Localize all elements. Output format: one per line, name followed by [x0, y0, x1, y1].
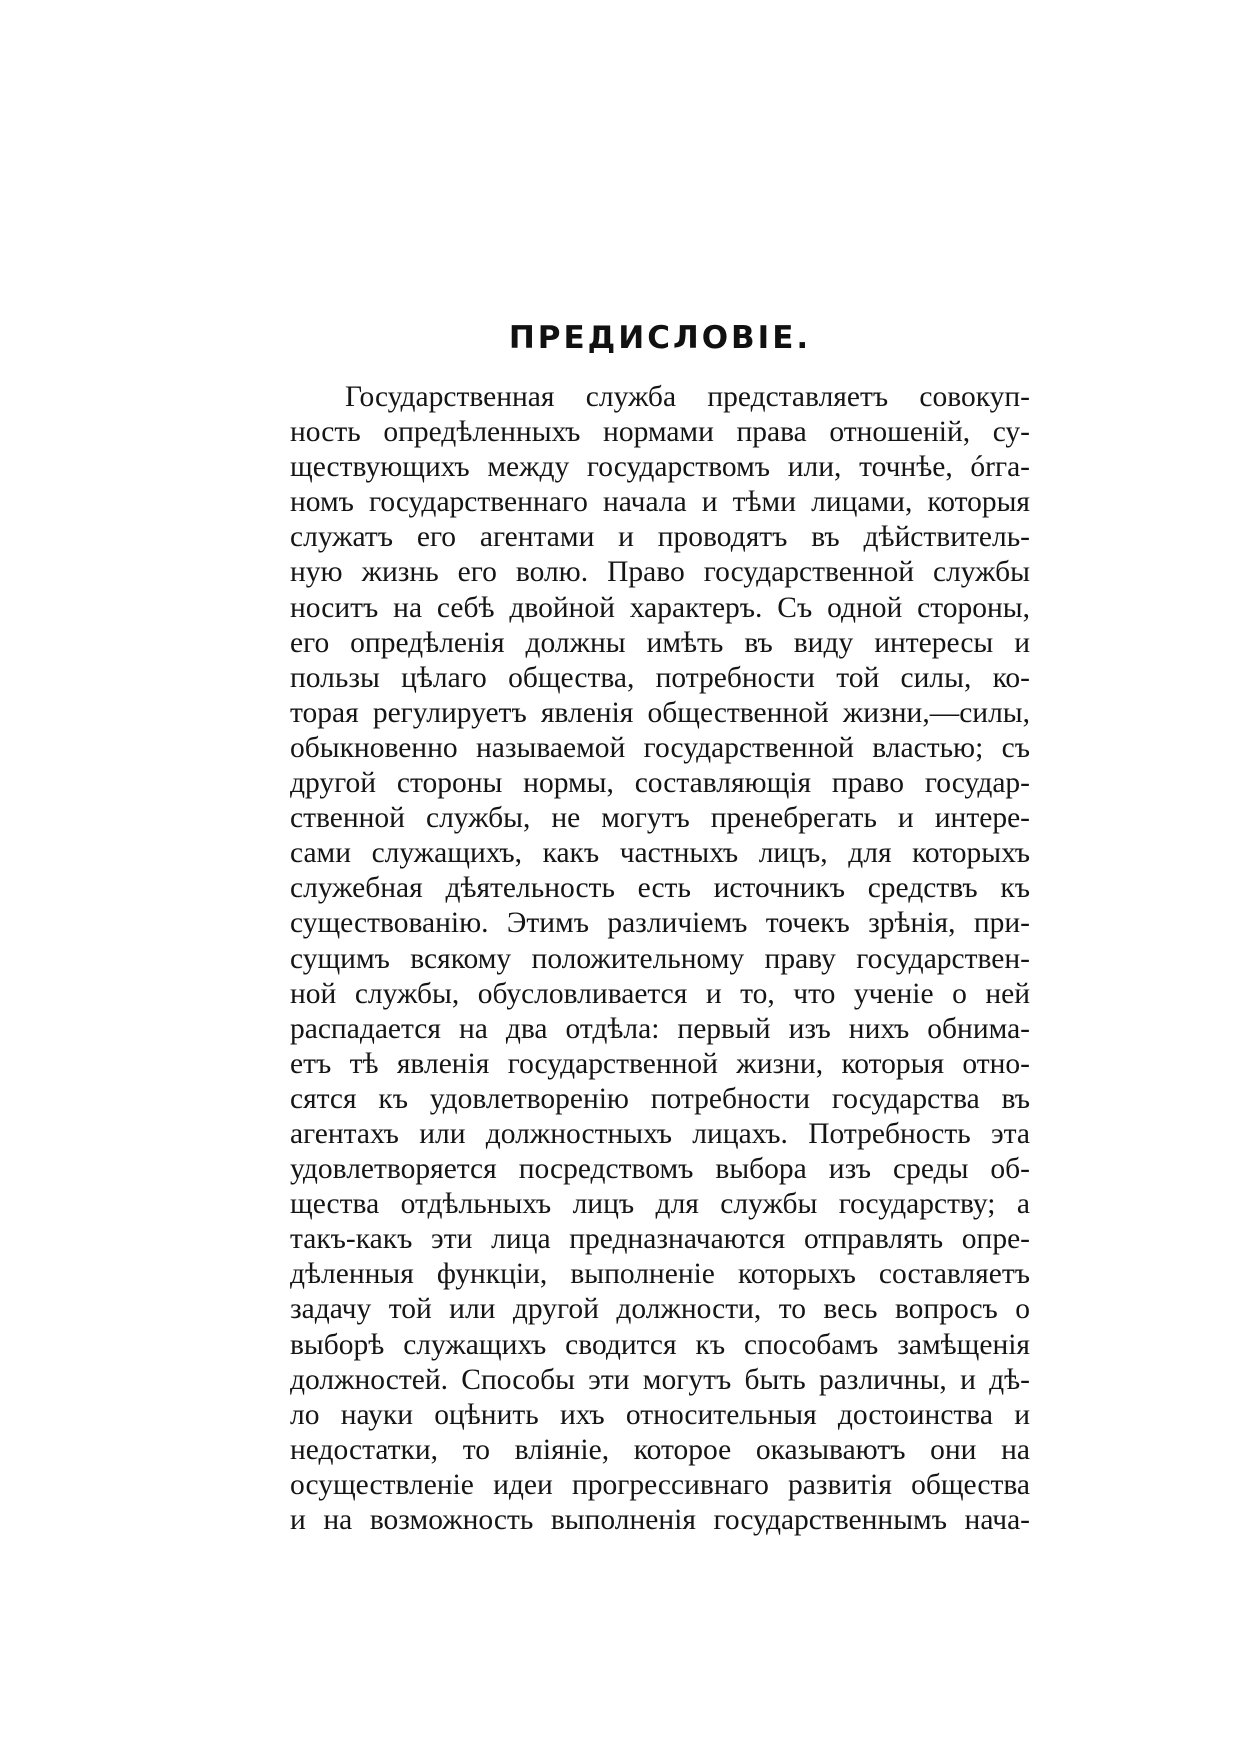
text-line: должностей. Способы эти могутъ быть различны, и дѣ- [290, 1363, 1030, 1396]
text-line: выборѣ служащихъ сводится къ способамъ замѣщенія [290, 1328, 1030, 1361]
text-line: существованію. Этимъ различіемъ точекъ зрѣнія, при- [290, 907, 1030, 940]
page-title: ПРЕДИСЛОВІЕ. [508, 320, 812, 356]
text-line: номъ государственнаго начала и тѣми лицами, которыя [290, 486, 1030, 519]
text-line: етъ тѣ явленія государственной жизни, которыя отно- [290, 1047, 1030, 1080]
text-line: служатъ его агентами и проводятъ въ дѣйствитель- [290, 521, 1030, 554]
text-line: носитъ на себѣ двойной характеръ. Съ одной стороны, [290, 591, 1030, 624]
text-line: распадается на два отдѣла: первый изъ нихъ обнима- [290, 1012, 1030, 1045]
text-line: задачу той или другой должности, то весь вопросъ о [290, 1293, 1030, 1326]
text-line: его опредѣленія должны имѣть въ виду интересы и [290, 626, 1030, 659]
text-line: Государственная служба представляетъ совокуп- [345, 381, 1030, 413]
text-line: ло науки оцѣнить ихъ относительныя достоинства и [290, 1398, 1030, 1431]
text-line: такъ-какъ эти лица предназначаются отправлять опре- [290, 1223, 1030, 1256]
text-line: сятся къ удовлетворенію потребности государства въ [290, 1082, 1030, 1115]
text-line: ной службы, обусловливается и то, что ученіе о ней [290, 977, 1030, 1010]
text-line: дѣленныя функціи, выполненіе которыхъ составляетъ [290, 1258, 1030, 1291]
text-line: ную жизнь его волю. Право государственной службы [290, 556, 1030, 589]
text-line: ность опредѣленныхъ нормами права отношеній, су- [290, 416, 1030, 449]
text-line: щества отдѣльныхъ лицъ для службы государству; а [290, 1188, 1030, 1221]
text-line: агентахъ или должностныхъ лицахъ. Потребность эта [290, 1117, 1030, 1150]
text-line: торая регулируетъ явленія общественной жизни,—силы, [290, 696, 1030, 729]
text-line: ственной службы, не могутъ пренебрегать и интере- [290, 802, 1030, 835]
text-line: сами служащихъ, какъ частныхъ лицъ, для которыхъ [290, 837, 1030, 870]
body-text [290, 380, 1030, 1538]
text-line: недостатки, то вліяніе, которое оказываютъ они на [290, 1433, 1030, 1466]
text-line: ществующихъ между государствомъ или, точнѣе, órга- [290, 451, 1030, 484]
text-line: пользы цѣлаго общества, потребности той силы, ко- [290, 661, 1030, 694]
text-line: сущимъ всякому положительному праву государствен- [290, 942, 1030, 975]
text-line: осуществленіе идеи прогрессивнаго развитія общества [290, 1468, 1030, 1501]
text-line: удовлетворяется посредствомъ выбора изъ среды об- [290, 1153, 1030, 1186]
text-line: служебная дѣятельность есть источникъ средствъ къ [290, 872, 1030, 905]
text-line: обыкновенно называемой государственной властью; съ [290, 731, 1030, 764]
text-line: и на возможность выполненія государственнымъ нача- [290, 1504, 1030, 1536]
text-line: другой стороны нормы, составляющія право государ- [290, 767, 1030, 800]
